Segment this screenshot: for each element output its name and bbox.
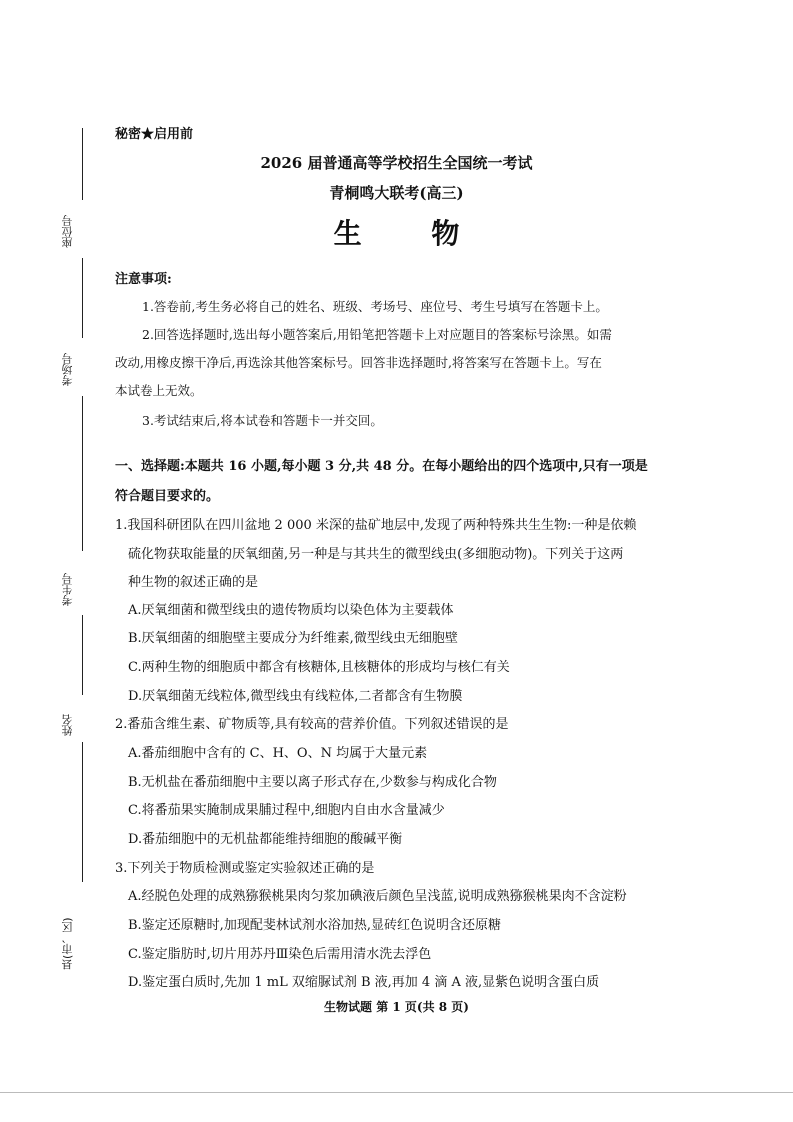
name-label: 姓名	[61, 714, 74, 736]
notice-item-1: 1.答卷前,考生务必将自己的姓名、班级、考场号、座位号、考生号填写在答题卡上。	[142, 299, 608, 314]
exam-number-label: 考生号	[61, 573, 74, 606]
q1-stem-line-3: 种生物的叙述正确的是	[128, 575, 259, 590]
q2-option-b: B.无机盐在番茄细胞中主要以离子形式存在,少数参与构成化合物	[128, 775, 497, 790]
binding-line	[82, 258, 83, 338]
binding-line	[82, 396, 83, 551]
q1-stem-line-1: 1.我国科研团队在四川盆地 2 000 米深的盐矿地层中,发现了两种特殊共生生物:一种是依赖	[115, 518, 637, 533]
page-bottom-edge	[0, 1092, 793, 1093]
notice-heading: 注意事项:	[115, 272, 172, 287]
q3-option-d: D.鉴定蛋白质时,先加 1 mL 双缩脲试剂 B 液,再加 4 滴 A 液,显紫色说明含蛋白质	[128, 975, 600, 990]
q2-option-a: A.番茄细胞中含有的 C、H、O、N 均属于大量元素	[128, 746, 428, 761]
q1-option-c: C.两种生物的细胞质中都含有核糖体,且核糖体的形成均与核仁有关	[128, 660, 510, 675]
q2-option-d: D.番茄细胞中的无机盐都能维持细胞的酸碱平衡	[128, 832, 403, 847]
q3-option-b: B.鉴定还原糖时,加现配斐林试剂水浴加热,显砖红色说明含还原糖	[128, 918, 501, 933]
notice-item-2-line-3: 本试卷上无效。	[115, 383, 203, 398]
binding-line	[82, 742, 83, 882]
q1-option-d: D.厌氧细菌无线粒体,微型线虫有线粒体,二者都含有生物膜	[128, 689, 463, 704]
q1-stem-line-2: 硫化物获取能量的厌氧细菌,另一种是与其共生的微型线虫(多细胞动物)。下列关于这两	[128, 547, 624, 562]
exam-subtitle: 青桐鸣大联考(高三)	[329, 184, 464, 202]
section-heading-line-2: 符合题目要求的。	[115, 489, 220, 504]
q3-option-a: A.经脱色处理的成熟猕猴桃果肉匀浆加碘液后颜色呈浅蓝,说明成熟猕猴桃果肉不含淀粉	[128, 889, 627, 904]
notice-item-2-line-1: 2.回答选择题时,选出每小题答案后,用铅笔把答题卡上对应题目的答案标号涂黑。如需	[142, 327, 612, 342]
q2-option-c: C.将番茄果实腌制成果脯过程中,细胞内自由水含量减少	[128, 803, 445, 818]
notice-item-3: 3.考试结束后,将本试卷和答题卡一并交回。	[142, 413, 383, 428]
section-heading-line-1: 一、选择题:本题共 16 小题,每小题 3 分,共 48 分。在每小题给出的四个选项中,只有一项是	[115, 459, 648, 474]
notice-item-2-line-2: 改动,用橡皮擦干净后,再选涂其他答案标号。回答非选择题时,将答案写在答题卡上。写在	[115, 355, 602, 370]
page-footer: 生物试题 第 1 页(共 8 页)	[324, 1000, 469, 1014]
room-label: 考场号	[61, 353, 74, 386]
exam-title: 2026 届普通高等学校招生全国统一考试	[260, 154, 533, 172]
subject-title: 生 物	[333, 217, 490, 250]
seat-label: 座位号	[61, 215, 74, 248]
q2-stem: 2.番茄含维生素、矿物质等,具有较高的营养价值。下列叙述错误的是	[115, 717, 509, 732]
binding-line	[82, 615, 83, 695]
confidential-mark: 秘密★启用前	[115, 127, 194, 142]
q3-option-c: C.鉴定脂肪时,切片用苏丹Ⅲ染色后需用清水洗去浮色	[128, 947, 432, 962]
q1-option-b: B.厌氧细菌的细胞壁主要成分为纤维素,微型线虫无细胞壁	[128, 631, 458, 646]
q1-option-a: A.厌氧细菌和微型线虫的遗传物质均以染色体为主要载体	[128, 603, 454, 618]
county-label: 县(市、区)	[61, 917, 74, 970]
q3-stem: 3.下列关于物质检测或鉴定实验叙述正确的是	[115, 861, 375, 876]
